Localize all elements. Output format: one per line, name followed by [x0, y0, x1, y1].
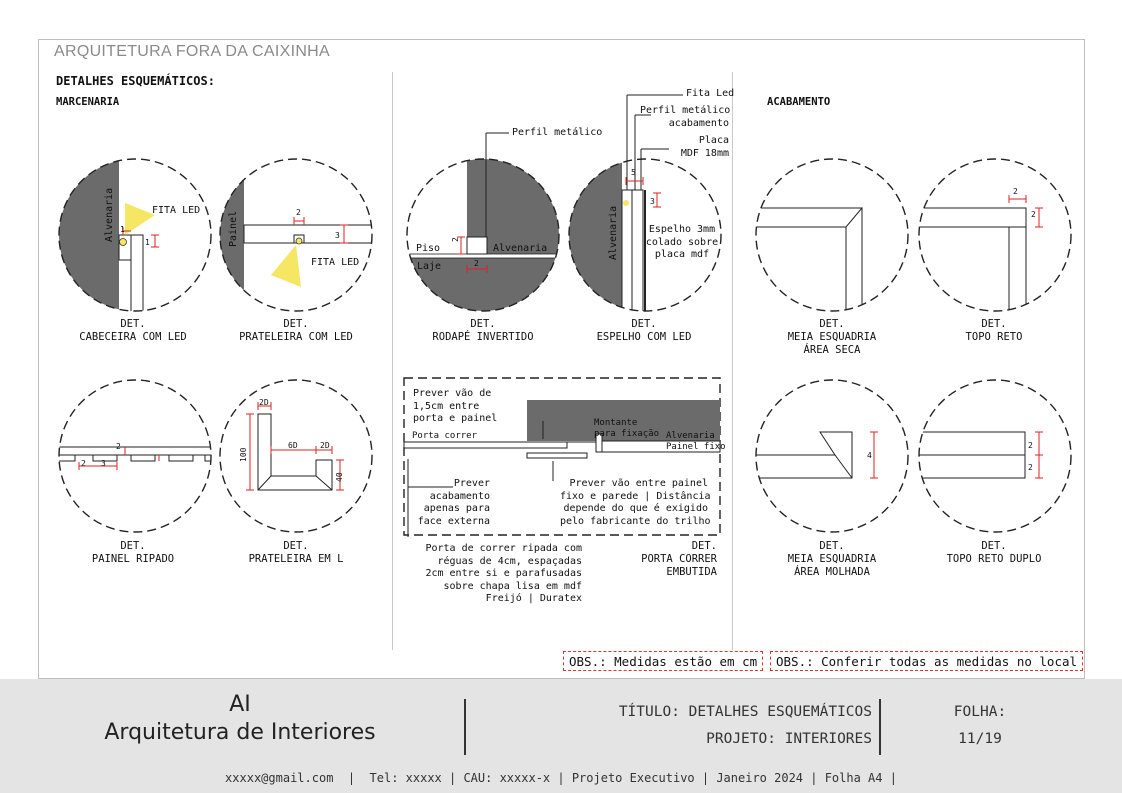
espelho-label-led: Fita Led	[686, 88, 735, 99]
prateleira-led-dim1: 2	[296, 208, 301, 217]
prateleira-l-dim3: 6D	[288, 441, 298, 450]
meia-esquadria-seca-name: MEIA ESQUADRIA ÁREA SECA	[787, 331, 877, 356]
rodape-name: RODAPÉ INVERTIDO	[432, 331, 534, 343]
topo-reto-drawing	[915, 155, 1075, 315]
footer-title: TÍTULO: DETALHES ESQUEMÁTICOS	[618, 704, 872, 720]
footer-info: xxxxx@gmail.com | Tel: xxxxx | CAU: xxxxx-x | Projeto Executivo | Janeiro 2024 | Folha A4 |	[225, 771, 897, 785]
prateleira-led-caption	[216, 318, 376, 344]
porta-correr-note-gap: Prever vão de 1,5cm entre porta e painel	[413, 388, 498, 424]
prateleira-l-name: PRATELEIRA EM L	[248, 553, 344, 565]
logo-name: Arquitetura de Interiores	[104, 720, 376, 745]
painel-ripado-drawing	[55, 376, 215, 536]
prateleira-l-dim2: 100	[239, 447, 248, 462]
footer-project: PROJETO: INTERIORES	[706, 731, 872, 747]
porta-correr-caption	[557, 540, 717, 579]
topo-reto-duplo-dim2: 2	[1028, 463, 1033, 472]
obs-check: OBS.: Conferir todas as medidas no local	[770, 651, 1083, 671]
prateleira-l-det: DET.	[283, 540, 309, 552]
meia-esquadria-seca-drawing	[752, 155, 912, 315]
rodape-caption	[403, 318, 563, 344]
prateleira-l-dim5: 40	[335, 472, 344, 482]
footer-sheet-label: FOLHA:	[953, 704, 1007, 720]
porta-correr-label-fixed: Painel fixo	[666, 442, 726, 452]
espelho-label-profile: Perfil metálico acabamento	[640, 105, 731, 129]
page-heading: DETALHES ESQUEMÁTICOS:	[56, 74, 215, 88]
rodape-label-floor: Piso	[416, 243, 441, 254]
cabeceira-label-led: FITA LED	[152, 205, 201, 216]
painel-ripado-dim2: 2	[116, 442, 121, 451]
cabeceira-label-wall: Alvenaria	[104, 187, 115, 242]
meia-esquadria-molhada-name: MEIA ESQUADRIA ÁREA MOLHADA	[787, 553, 877, 578]
rodape-label-slab: Laje	[417, 261, 442, 272]
espelho-label-wall: Alvenaria	[608, 205, 619, 260]
painel-ripado-name: PAINEL RIPADO	[91, 553, 175, 565]
meia-esquadria-seca-caption	[752, 318, 912, 357]
meia-esquadria-seca-det: DET.	[819, 318, 845, 330]
topo-reto-duplo-caption	[914, 540, 1074, 566]
topo-reto-duplo-name: TOPO RETO DUPLO	[946, 553, 1042, 565]
topo-reto-duplo-det: DET.	[981, 540, 1007, 552]
porta-correr-note-wall-gap: Prever vão entre painel fixo e parede | Distância depende do que é exigido pelo fabricante do trilho	[560, 478, 711, 527]
porta-correr-label-door: Porta correr	[412, 431, 478, 441]
cabeceira-det: DET.	[120, 318, 146, 330]
topo-reto-caption	[914, 318, 1074, 344]
rodape-dim2: 2	[474, 259, 479, 268]
logo-initials: AI	[229, 692, 251, 717]
prateleira-l-caption	[216, 540, 376, 566]
section-marcenaria: MARCENARIA	[56, 96, 120, 108]
porta-correr-note-door: Porta de correr ripada com réguas de 4cm, espaçadas 2cm entre si e parafusadas sobre chapa lisa em mdf Freijó | Duratex	[425, 543, 582, 604]
divider-right	[732, 72, 733, 650]
topo-reto-name: TOPO RETO	[965, 331, 1023, 343]
prateleira-l-dim4: 2D	[320, 441, 330, 450]
cabeceira-dim1: 1	[120, 225, 125, 234]
espelho-name: ESPELHO COM LED	[596, 331, 692, 343]
porta-correr-det: DET.	[691, 540, 717, 552]
rodape-label-wall: Alvenaria	[493, 243, 548, 254]
espelho-dim2: 3	[650, 197, 655, 206]
porta-correr-note-finish: Prever acabamento apenas para face externa	[417, 478, 490, 527]
prateleira-led-label-panel: Painel	[228, 210, 239, 247]
footer-separator-1	[464, 699, 466, 755]
painel-ripado-dim1: 2	[81, 459, 86, 468]
prateleira-led-drawing	[216, 155, 376, 315]
topo-reto-dim1: 2	[1013, 187, 1018, 196]
rodape-label-profile: Perfil metálico	[512, 127, 603, 138]
rodape-dim1: 2	[451, 237, 460, 242]
meia-esquadria-molhada-drawing	[752, 376, 912, 536]
meia-esquadria-molhada-det: DET.	[819, 540, 845, 552]
prateleira-led-name: PRATELEIRA COM LED	[239, 331, 353, 343]
cabeceira-caption	[53, 318, 213, 344]
espelho-dim1: 5	[631, 168, 636, 177]
topo-reto-dim2: 2	[1031, 210, 1036, 219]
section-acabamento: ACABAMENTO	[767, 96, 831, 108]
topo-reto-duplo-drawing	[915, 376, 1075, 536]
topo-reto-duplo-dim1: 2	[1028, 441, 1033, 450]
footer-sheet-value: 11/19	[958, 731, 1002, 747]
rodape-det: DET.	[470, 318, 496, 330]
painel-ripado-caption	[53, 540, 213, 566]
espelho-label-mirror: Espelho 3mm colado sobre placa mdf	[645, 224, 719, 260]
meia-esquadria-molhada-caption	[752, 540, 912, 579]
painel-ripado-det: DET.	[120, 540, 146, 552]
topo-reto-det: DET.	[981, 318, 1007, 330]
cabeceira-drawing	[55, 155, 215, 315]
rodape-drawing	[403, 155, 563, 315]
cabeceira-dim2: 1	[145, 238, 150, 247]
prateleira-led-dim2: 3	[335, 231, 340, 240]
espelho-det: DET.	[631, 318, 657, 330]
prateleira-led-label-led: FITA LED	[311, 257, 360, 268]
meia-esquadria-molhada-dim1: 4	[867, 451, 872, 460]
divider-left	[392, 72, 393, 650]
porta-correr-label-wall: Alvenaria	[666, 431, 715, 441]
footer-separator-2	[879, 699, 881, 755]
prateleira-led-det: DET.	[283, 318, 309, 330]
cabeceira-name: CABECEIRA COM LED	[79, 331, 187, 343]
porta-correr-name: PORTA CORRER EMBUTIDA	[641, 553, 717, 578]
obs-units: OBS.: Medidas estão em cm	[563, 651, 763, 671]
espelho-label-plate: Placa MDF 18mm	[680, 135, 729, 159]
espelho-caption	[564, 318, 724, 344]
title-block	[0, 679, 1122, 793]
prateleira-l-dim1: 2D	[259, 398, 269, 407]
porta-correr-label-post: Montante para fixação	[594, 418, 660, 439]
brand-title: ARQUITETURA FORA DA CAIXINHA	[54, 43, 331, 60]
painel-ripado-dim3: 3	[101, 459, 106, 468]
